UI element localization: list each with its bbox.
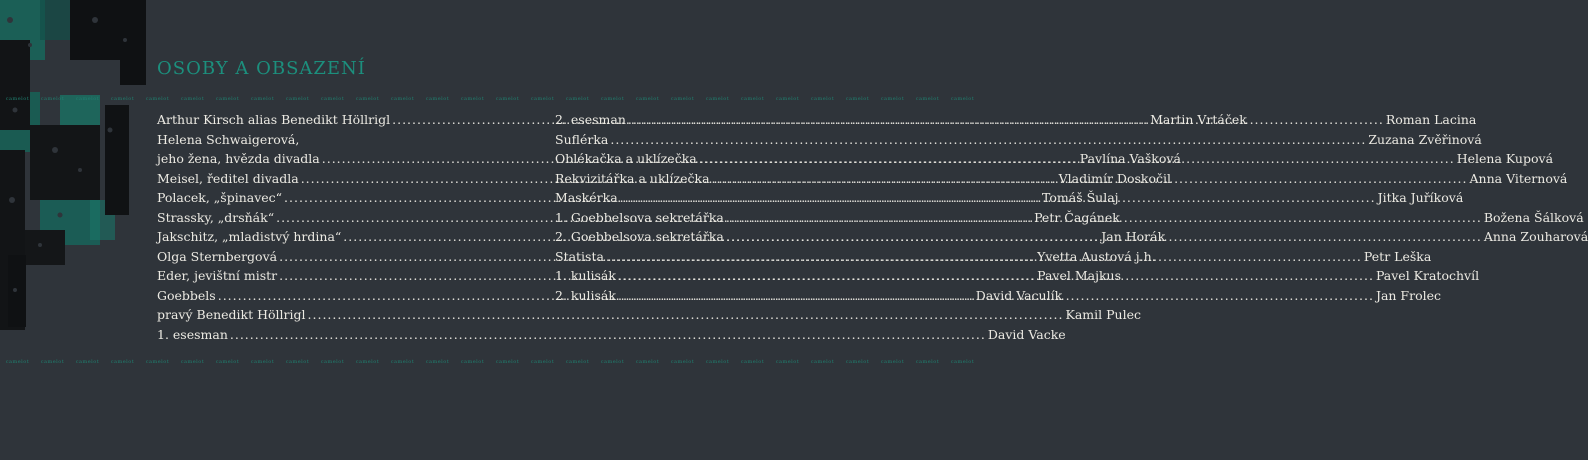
actor-name: Petr Leška — [1363, 248, 1432, 264]
role-name: Arthur Kirsch alias Benedikt Höllrigl — [157, 112, 391, 127]
pattern-label: camelot — [740, 96, 765, 102]
pattern-label: camelot — [635, 96, 660, 102]
page-title: OSOBY A OBSAZENÍ — [157, 58, 366, 79]
pattern-label: camelot — [670, 359, 695, 365]
dot-leader — [618, 288, 1374, 303]
actor-name: David Vacke — [987, 326, 1066, 342]
role-name: 2. Goebbelsova sekretářka — [555, 229, 724, 244]
pattern-label: camelot — [705, 96, 730, 102]
actor-name: Anna Viternová — [1469, 170, 1568, 186]
pattern-label: camelot — [915, 96, 940, 102]
pattern-label: camelot — [320, 359, 345, 365]
actor-name: Vladimír Doskočil — [1058, 170, 1171, 186]
actor-name: David Vaculík — [975, 287, 1063, 303]
pattern-label: camelot — [145, 359, 170, 365]
role-name: Meisel, ředitel divadla — [157, 170, 299, 186]
dot-leader — [699, 151, 1455, 166]
role-name: 2. esesman — [555, 112, 626, 127]
role-name: Strassky, „drsňák“ — [157, 209, 275, 225]
dot-leader — [610, 132, 1366, 147]
pattern-label: camelot — [845, 96, 870, 102]
role-name: Statista — [555, 248, 604, 264]
role-name: Rekvizitářka a uklízečka — [555, 170, 710, 186]
role-name: 1. kulisák — [555, 268, 616, 283]
cast-row — [157, 132, 521, 152]
role-name: Maskérka — [555, 190, 618, 205]
pattern-label: camelot — [915, 359, 940, 365]
decorative-letters-graphic — [0, 0, 150, 340]
actor-name: Helena Kupová — [1456, 151, 1554, 166]
pattern-label: camelot — [355, 96, 380, 102]
role-name: 1. Goebbelsova sekretářka — [555, 209, 724, 225]
pattern-label: camelot — [425, 359, 450, 365]
actor-name: Zuzana Zvěřinová — [1368, 131, 1482, 147]
pattern-label: camelot — [565, 359, 590, 365]
pattern-label: camelot — [880, 359, 905, 365]
pattern-label: camelot — [495, 96, 520, 102]
pattern-label: camelot — [775, 96, 800, 102]
pattern-label: camelot — [880, 96, 905, 102]
role-name: jeho žena, hvězda divadla — [157, 151, 320, 166]
pattern-label: camelot — [635, 359, 660, 365]
pattern-label: camelot — [320, 96, 345, 102]
role-name: pravý Benedikt Höllrigl — [157, 307, 306, 322]
role-name: Eder, jevištní mistr — [157, 268, 278, 283]
pattern-label: camelot — [390, 96, 415, 102]
pattern-label: camelot — [460, 96, 485, 102]
pattern-label: camelot — [775, 359, 800, 365]
pattern-label: camelot — [390, 359, 415, 365]
pattern-label: camelot — [5, 359, 30, 365]
role-name: Oblékačka a uklízečka — [555, 151, 697, 166]
pattern-label: camelot — [810, 96, 835, 102]
dot-leader — [726, 210, 1482, 225]
actor-name: Jan Horák — [1101, 229, 1166, 244]
dot-leader — [726, 229, 1482, 244]
pattern-label: camelot — [565, 96, 590, 102]
actor-name: Pavel Kratochvíl — [1375, 268, 1480, 283]
actor-name: Kamil Pulec — [1065, 307, 1141, 322]
pattern-label: camelot — [285, 359, 310, 365]
pattern-label: camelot — [215, 359, 240, 365]
dot-leader — [618, 268, 1374, 283]
role-name: Jakschitz, „mladistvý hrdina“ — [157, 229, 342, 244]
pattern-label: camelot — [250, 96, 275, 102]
actor-name: Pavlína Vašková — [1079, 151, 1181, 166]
pattern-label: camelot — [600, 359, 625, 365]
actor-name: Božena Šálková — [1483, 209, 1584, 225]
pattern-label: camelot — [845, 359, 870, 365]
actor-name: Anna Zouharová — [1483, 229, 1588, 244]
decorative-pattern-strip-top — [0, 95, 975, 103]
pattern-label: camelot — [215, 96, 240, 102]
pattern-label: camelot — [250, 359, 275, 365]
pattern-label: camelot — [950, 96, 975, 102]
pattern-label: camelot — [460, 359, 485, 365]
pattern-label: camelot — [670, 96, 695, 102]
pattern-label: camelot — [740, 359, 765, 365]
dot-leader — [308, 307, 1064, 322]
actor-name: Jitka Juříková — [1377, 190, 1464, 205]
role-name: 2. kulisák — [555, 287, 616, 303]
dot-leader — [628, 112, 1384, 127]
pattern-label: camelot — [75, 359, 100, 365]
role-name: Helena Schwaigerová, — [157, 131, 300, 147]
actor-name: Roman Lacina — [1385, 112, 1477, 127]
actor-name: Martin Vrtáček — [1150, 112, 1247, 127]
pattern-label: camelot — [180, 359, 205, 365]
role-name: Goebbels — [157, 287, 216, 303]
role-name: Polacek, „špinavec“ — [157, 190, 283, 205]
pattern-label: camelot — [75, 96, 100, 102]
role-name: Suflérka — [555, 131, 609, 147]
pattern-label: camelot — [495, 359, 520, 365]
pattern-label: camelot — [600, 96, 625, 102]
pattern-label: camelot — [705, 359, 730, 365]
role-name: 1. esesman — [157, 326, 228, 342]
actor-name: Jan Frolec — [1375, 287, 1441, 303]
pattern-label: camelot — [110, 359, 135, 365]
pattern-label: camelot — [530, 359, 555, 365]
pattern-label: camelot — [5, 96, 30, 102]
decorative-pattern-strip-bottom — [0, 358, 975, 366]
cast-row — [555, 131, 1482, 152]
pattern-label: camelot — [40, 96, 65, 102]
dot-leader — [712, 171, 1468, 186]
pattern-label: camelot — [145, 96, 170, 102]
actor-name: Petr Čagánek — [1034, 209, 1120, 225]
pattern-label: camelot — [110, 96, 135, 102]
actor-name: Pavel Majkus — [1037, 268, 1122, 283]
decorative-typography — [0, 0, 150, 340]
dot-leader — [230, 327, 986, 342]
pattern-label: camelot — [425, 96, 450, 102]
actor-name: Tomáš Šulaj — [1042, 190, 1119, 205]
pattern-label: camelot — [355, 359, 380, 365]
dot-leader — [606, 249, 1362, 264]
actor-name: Yvetta Austová j.h. — [1037, 248, 1156, 264]
pattern-label: camelot — [40, 359, 65, 365]
pattern-label: camelot — [530, 96, 555, 102]
pattern-label: camelot — [285, 96, 310, 102]
role-name: Olga Sternbergová — [157, 248, 278, 264]
pattern-label: camelot — [180, 96, 205, 102]
pattern-label: camelot — [950, 359, 975, 365]
pattern-label: camelot — [810, 359, 835, 365]
cast-row — [157, 326, 1066, 347]
cast-row — [157, 307, 1141, 327]
dot-leader — [620, 190, 1376, 205]
